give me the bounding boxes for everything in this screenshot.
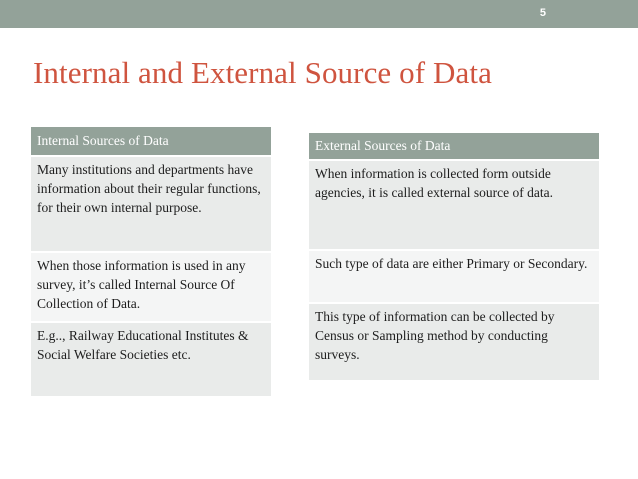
internal-sources-table (31, 127, 271, 396)
external-sources-header: External Sources of Data (309, 133, 599, 159)
table-row: When those information is used in any survey, it’s called Internal Source Of Collection of Data. (31, 251, 271, 321)
table-row: E.g.., Railway Educational Institutes & Social Welfare Societies etc. (31, 321, 271, 396)
slide-title: Internal and External Source of Data (33, 55, 492, 90)
table-row: When information is collected form outside agencies, it is called external source of data. (309, 159, 599, 249)
internal-sources-header: Internal Sources of Data (31, 127, 271, 155)
slide-number: 5 (539, 7, 546, 19)
table-row: Such type of data are either Primary or Secondary. (309, 249, 599, 302)
table-row: Many institutions and departments have information about their regular functions, for their own internal purpose. (31, 155, 271, 251)
external-sources-table (309, 133, 599, 380)
top-bar (0, 0, 638, 28)
table-row: This type of information can be collected by Census or Sampling method by conducting surveys. (309, 302, 599, 380)
